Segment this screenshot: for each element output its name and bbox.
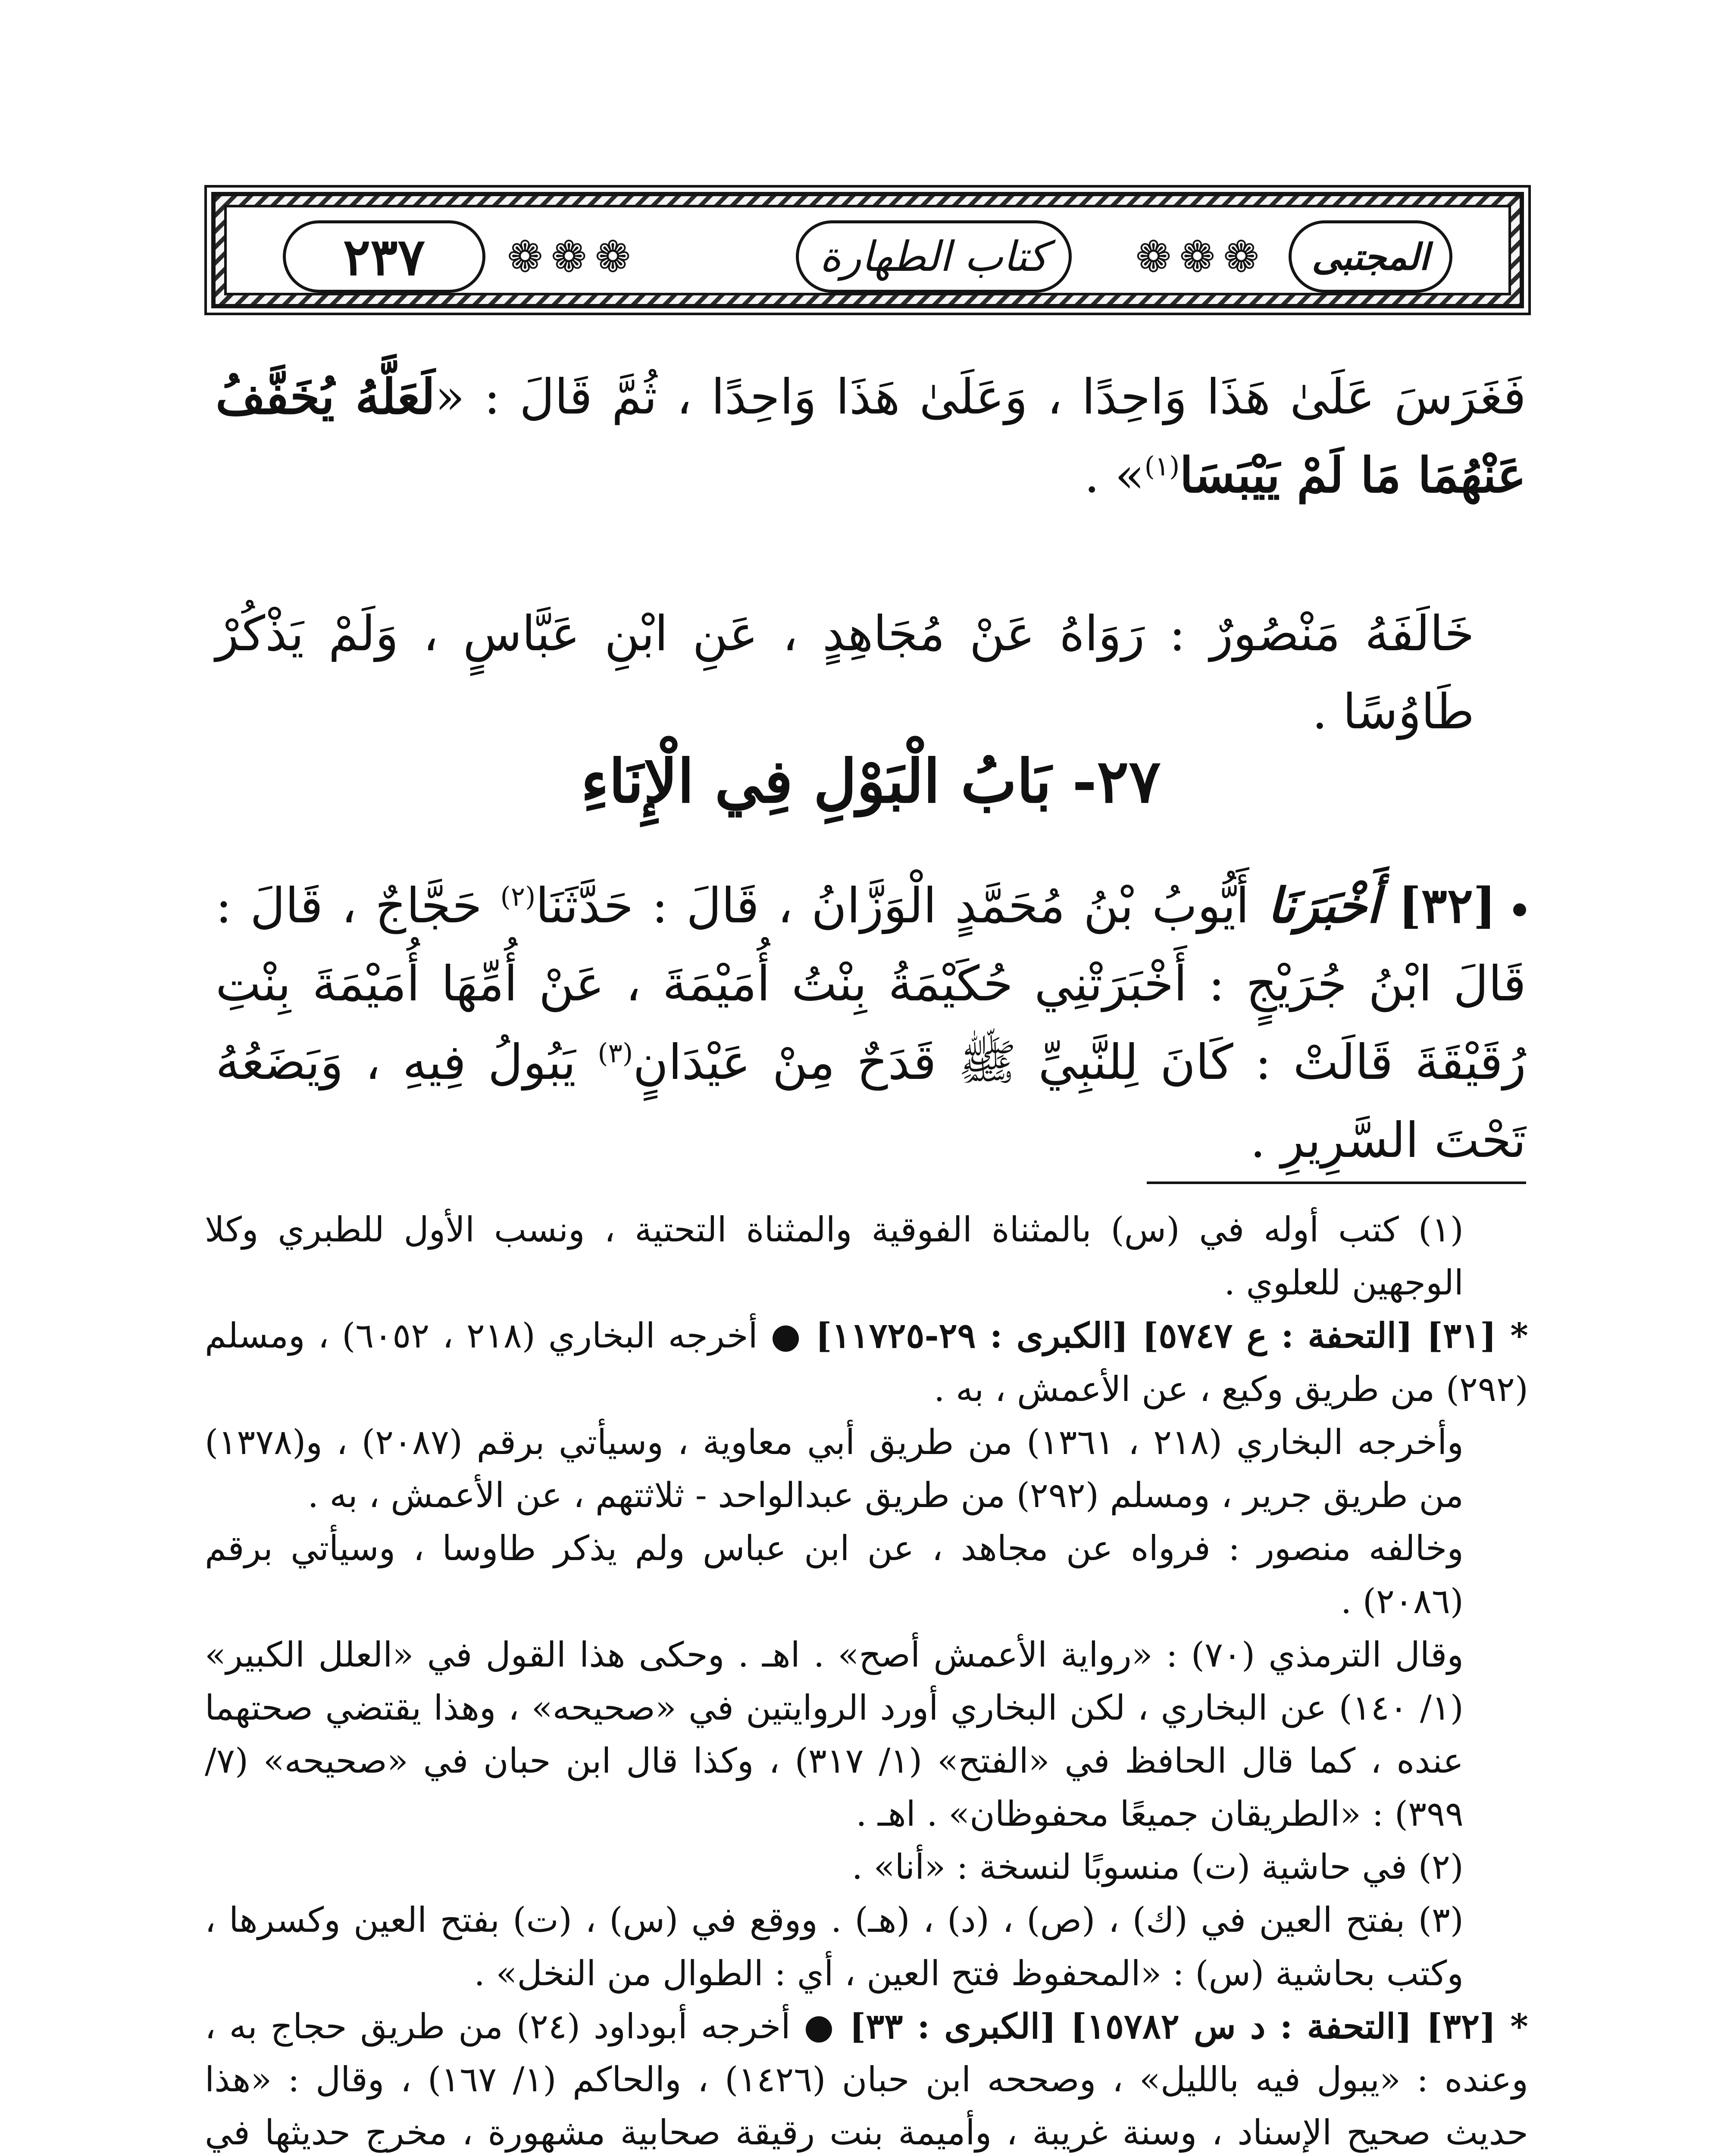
footnote-3: (٣) بفتح العين في (ك) ، (ص) ، (د) ، (هـ) . ووقع في (س) ، (ت) بفتح العين وكسرها ، وكتب بحاشية (س) : «المحفوظ فتح العين ، أي : الطوال من النخل» . [205,1900,1464,1993]
khalafahu-paragraph [216,595,1526,752]
hadith-isnad-1: أَيُّوبُ بْنُ مُحَمَّدٍ الْوَزَّانُ ، قَالَ : حَدَّثَنَا [535,878,1249,934]
continuation-end: » . [1084,448,1145,504]
hadith-32 [216,867,1526,1180]
hadith-number: [٣٢] [1398,877,1496,934]
footnote-31-para-2: وأخرجه البخاري (٢١٨ ، ١٣٦١) من طريق أبي معاوية ، وسيأتي برقم (٢٠٨٧) ، و(١٣٧٨) من طريق جرير ، ومسلم (٢٩٢) من طريق عبدالواحد - ثلاثتهم ، عن الأعمش ، به . [205,1422,1464,1515]
prophet-quote: لَعَلَّهُ يُخَفَّفُ عَنْهُمَا مَا لَمْ يَيْبَسَا [216,369,1526,504]
header-frame [224,205,1511,295]
hadith-matn-end: يَبُولُ فِيهِ ، وَيَضَعُهُ تَحْتَ السَّرِيرِ . [216,1034,1526,1169]
series-title: المجتبى [1311,235,1430,278]
footnote-marker-3[interactable]: (٣) [598,1037,633,1069]
footnote-31 [205,1309,1528,1415]
page-number-cartouche [283,220,485,293]
left-ornament-icon: ❁❁❁ [1135,232,1267,282]
book-title: كتاب الطهارة [820,232,1048,281]
chapter-heading: ٢٧- بَابُ الْبَوْلِ فِي الْإِنَاءِ [581,746,1161,816]
footnote-32-ref: * [٣٢] [التحفة : د س ١٥٧٨٢] [الكبرى : ٣٣] [849,2006,1529,2046]
bullet-icon [1513,903,1526,916]
hadith-32-paragraph [216,867,1526,1180]
continuation-text: فَغَرَسَ عَلَىٰ هَذَا وَاحِدًا ، وَعَلَىٰ هَذَا وَاحِدًا ، ثُمَّ قَالَ : « [435,369,1526,425]
hadith-akhbarana: أَخْبَرَنَا [1267,877,1380,934]
khalafahu-text: خَالَفَهُ مَنْصُورٌ : رَوَاهُ عَنْ مُجَاهِدٍ ، عَنِ ابْنِ عَبَّاسٍ ، وَلَمْ يَذْكُرْ طَاوُسًا . [216,606,1474,740]
footnote-31-ref: * [٣١] [التحفة : ع ٥٧٤٧] [الكبرى : ٢٩-١١٧٢٥] [815,1315,1529,1356]
page-number: ٢٣٧ [343,226,426,287]
footnotes [205,1203,1528,2156]
hadith-isnad-2: حَجَّاجٌ ، قَالَ : قَالَ ابْنُ جُرَيْجٍ : أَخْبَرَتْنِي حُكَيْمَةُ بِنْتُ أُمَيْمَةَ ، عَنْ أُمِّهَا أُمَيْمَةَ بِنْتِ رُقَيْقَةَ قَالَتْ : كَانَ لِلنَّبِيِّ ﷺ قَدَحٌ مِنْ عَيْدَانٍ [216,878,1527,1091]
right-ornament-icon: ❁❁❁ [507,232,639,282]
footnote-marker-2[interactable]: (٢) [500,881,536,912]
page-header [211,192,1524,308]
footnote-31-text: ● أخرجه البخاري (٢١٨ ، ٦٠٥٢) ، ومسلم (٢٩٢) من طريق وكيع ، عن الأعمش ، به . [205,1316,1528,1409]
footnote-separator [1147,1181,1526,1184]
footnote-32-text: ● أخرجه أبوداود (٢٤) من طريق حجاج به ، وعنده : «يبول فيه بالليل» ، وصححه ابن حبان (١٤٢٦) ، والحاكم (١/ ١٦٧) ، وقال : «هذا حديث صحيح الإسناد ، وسنة غريبة ، وأميمة بنت رقيقة صحابية مشهورة ، مخرج حديثها في [205,2006,1529,2153]
footnote-2: (٢) في حاشية (ت) منسوبًا لنسخة : «أنا» . [851,1847,1464,1887]
continuation-paragraph [216,358,1526,515]
book-title-cartouche [796,220,1072,293]
hadith-31-continuation [216,358,1526,515]
footnote-marker-1[interactable]: (١) [1144,451,1180,483]
series-title-cartouche [1289,220,1452,293]
footnote-32 [205,2000,1528,2156]
footnote-31-para-4: وقال الترمذي (٧٠) : «رواية الأعمش أصح» . اهـ . وحكى هذا القول في «العلل الكبير» (١/ ١٤٠) عن البخاري ، لكن البخاري أورد الروايتين في «صحيحه» ، وهذا يقتضي صحتهما عنده ، كما قال الحافظ في «الفتح» (١/ ٣١٧) ، وكذا قال ابن حبان في «صحيحه» (٧/ ٣٩٩) : «الطريقان جميعًا محفوظان» . اهـ . [205,1634,1464,1834]
footnote-1: (١) كتب أوله في (س) بالمثناة الفوقية والمثناة التحتية ، ونسب الأول للطبري وكلا الوجهين للعلوي . [205,1210,1464,1303]
footnote-31-para-3: وخالفه منصور : فرواه عن مجاهد ، عن ابن عباس ولم يذكر طاوسا ، وسيأتي برقم (٢٠٨٦) . [205,1528,1464,1622]
